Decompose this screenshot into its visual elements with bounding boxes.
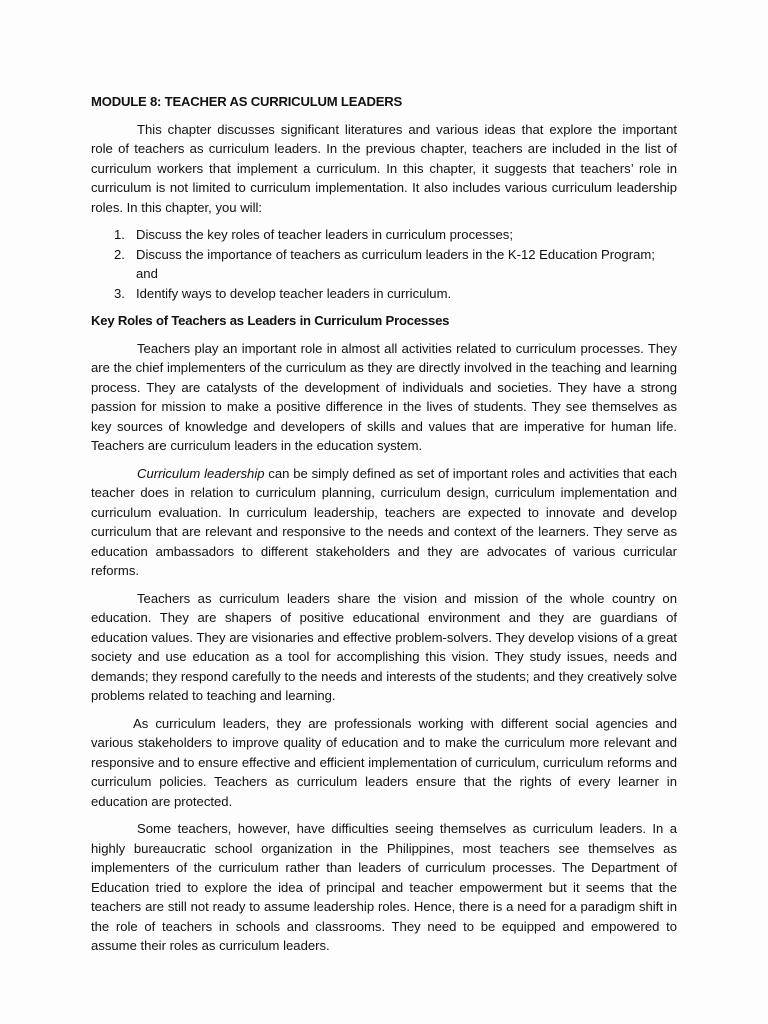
intro-paragraph: This chapter discusses significant literatures and various ideas that explore the important role of teachers as curriculum leaders. In the previous chapter, teachers are included in the list of curriculum workers that implement a curriculum. In this chapter, it suggests that teachers’ role in curriculum is not limited to curriculum implementation. It also includes various curriculum leadership roles. In this chapter, you will: (91, 121, 677, 215)
objective-text: Identify ways to develop teacher leaders in curriculum. (136, 285, 452, 301)
module-title: MODULE 8: TEACHER AS CURRICULUM LEADERS (91, 94, 403, 109)
body-paragraph-1: Teachers play an important role in almost all activities related to curriculum processes. They are the chief implementers of the curriculum as they are directly involved in the teaching and learning process. They are catalysts of the development of individuals and societies. They have a strong passion for mission to make a positive difference in the lives of students. They see themselves as key sources of knowledge and developers of skills and values that are imperative for human life. Teachers are curriculum leaders in the education system. (91, 340, 677, 453)
objectives-list (91, 225, 677, 303)
definition-text: can be simply defined as set of important roles and activities that each teacher does in relation to curriculum planning, curriculum design, curriculum implementation and curriculum evaluation. In curriculum leadership, teachers are expected to innovate and develop curriculum that are relevant and responsive to the needs and context of the learners. They serve as education ambassadors to different stakeholders and they are advocates of various curricular reforms. (91, 465, 677, 578)
defined-term: Curriculum leadership (137, 465, 265, 481)
body-paragraph-4: As curriculum leaders, they are professionals working with different social agencies and various stakeholders to improve quality of education and to make the curriculum more relevant and responsive and to ensure effective and efficient implementation of curriculum, curriculum reforms and curriculum policies. Teachers as curriculum leaders ensure that the rights of every learner in education are protected. (91, 715, 677, 809)
body-paragraph-3: Teachers as curriculum leaders share the vision and mission of the whole country on education. They are shapers of positive educational environment and they are guardians of education values. They are visionaries and effective problem-solvers. They develop visions of a great society and use education as a tool for accomplishing this vision. They study issues, needs and demands; they respond carefully to the needs and interests of the students; and they creatively solve problems related to teaching and learning. (91, 590, 677, 703)
objective-number: 1. (114, 227, 125, 242)
section-heading: Key Roles of Teachers as Leaders in Curriculum Processes (91, 313, 450, 328)
objective-number: 2. (114, 246, 125, 262)
objective-text: Discuss the key roles of teacher leaders in curriculum processes; (136, 227, 513, 242)
body-paragraph-5: Some teachers, however, have difficulties seeing themselves as curriculum leaders. In a highly bureaucratic school organization in the Philippines, most teachers see themselves as implementers of the curriculum rather than leaders of curriculum processes. The Department of Education tried to explore the idea of principal and teacher empowerment but it seems that the teachers are still not ready to assume leadership roles. Hence, there is a need for a paradigm shift in the role of teachers in schools and classrooms. They need to be equipped and empowered to assume their roles as curriculum leaders. (91, 821, 677, 953)
body-paragraph-2 (91, 464, 677, 581)
objective-text: Discuss the importance of teachers as curriculum leaders in the K-12 Education Program; and (136, 246, 655, 281)
objective-item (91, 225, 677, 245)
objective-number: 3. (114, 285, 125, 301)
objective-item (91, 284, 677, 304)
objective-item (91, 245, 677, 284)
